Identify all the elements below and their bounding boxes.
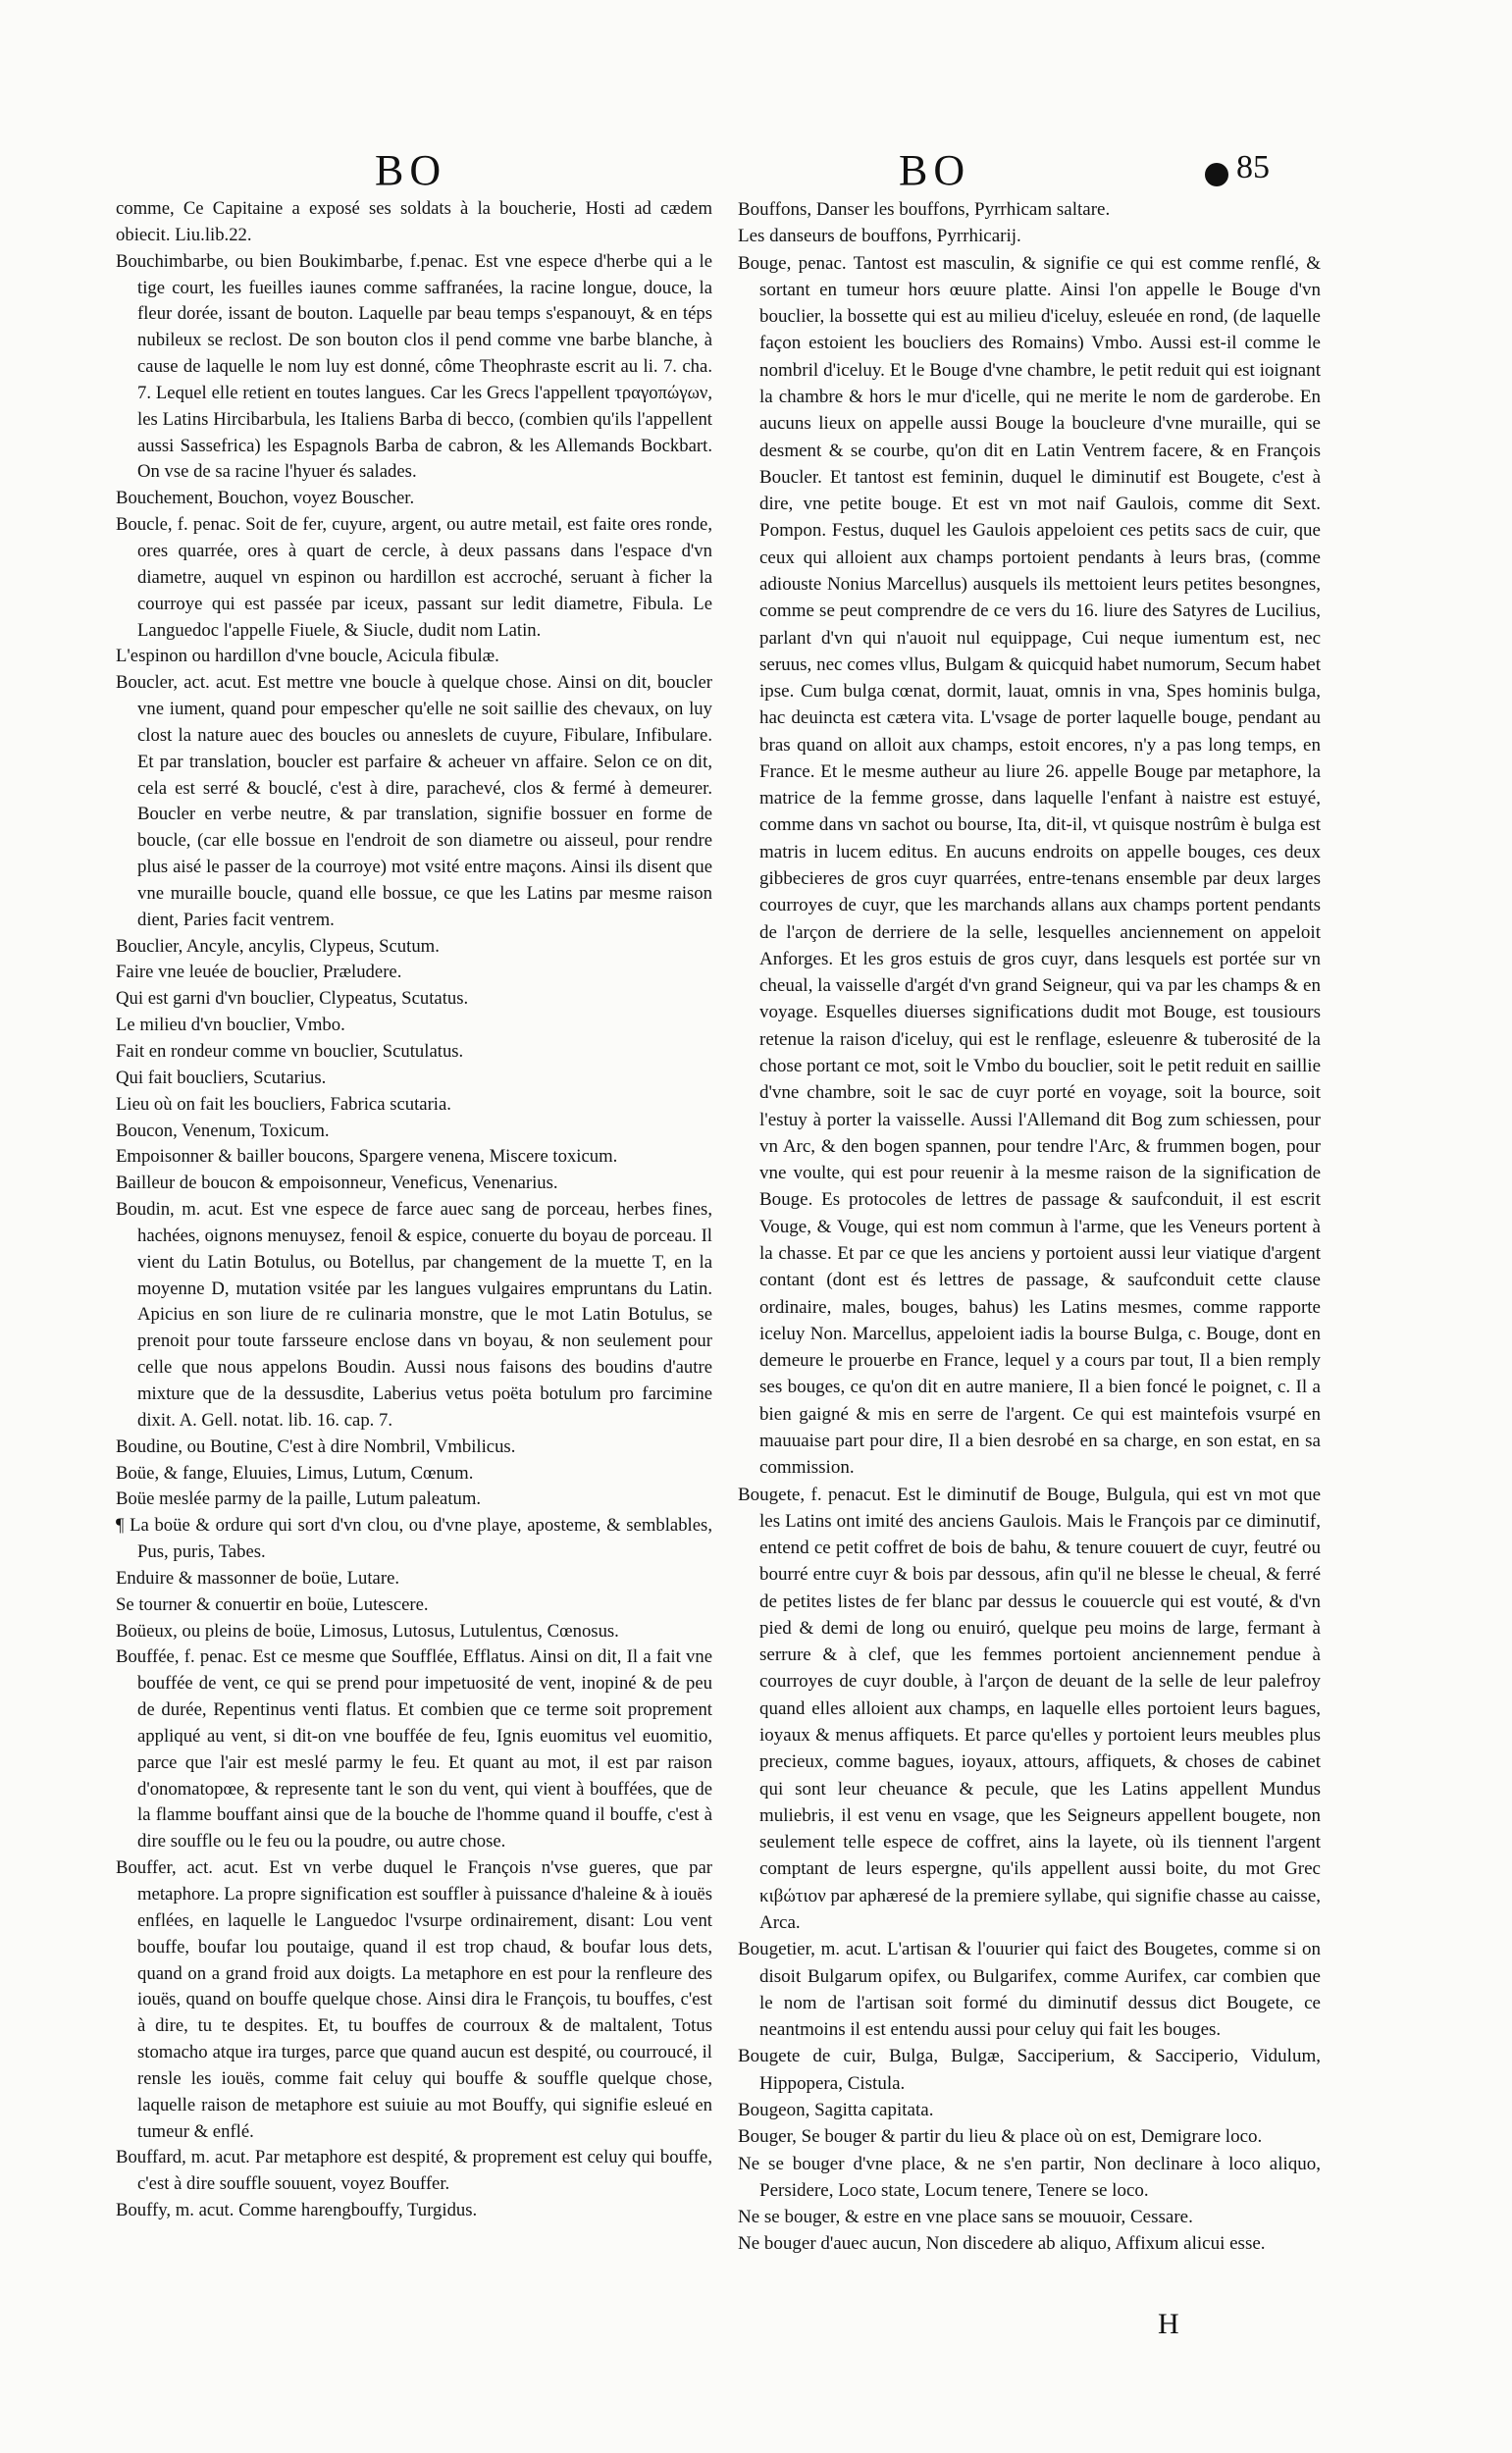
dictionary-entry: Enduire & massonner de boüe, Lutare. xyxy=(116,1567,400,1589)
dictionary-entry: Les danseurs de bouffons, Pyrrhicarij. xyxy=(738,226,1021,247)
dictionary-entry: Boüe meslée parmy de la paille, Lutum paleatum. xyxy=(116,1488,482,1510)
running-head-right: BO xyxy=(899,146,971,194)
dictionary-entry: comme, Ce Capitaine a exposé ses soldats à la boucherie, Hosti ad cædem obiecit. Liu.lib.22. xyxy=(116,198,712,245)
dictionary-entry: Ne se bouger, & estre en vne place sans se mouuoir, Cessare. xyxy=(738,2207,1193,2228)
dictionary-entry: Se tourner & conuertir en boüe, Lutescere. xyxy=(116,1593,429,1615)
dictionary-entry: Bouffons, Danser les bouffons, Pyrrhicam saltare. xyxy=(738,199,1111,220)
dictionary-entry: Boüe, & fange, Eluuies, Limus, Lutum, Cœnum. xyxy=(116,1462,474,1484)
dictionary-entry: ¶ La boüe & ordure qui sort d'vn clou, ou d'vne playe, aposteme, & semblables, Pus, puris, Tabes. xyxy=(116,1515,712,1563)
ornament-dot xyxy=(1205,163,1228,186)
dictionary-entry: Bouclier, Ancyle, ancylis, Clypeus, Scutum. xyxy=(116,935,440,957)
dictionary-entry: Le milieu d'vn bouclier, Vmbo. xyxy=(116,1015,345,1036)
dictionary-entry: Bouffy, m. acut. Comme harengbouffy, Turgidus. xyxy=(116,2200,478,2221)
dictionary-entry: Bougetier, m. acut. L'artisan & l'ouurier qui faict des Bougetes, comme si on disoit Bulgarum opifex, ou Bulgarifex, comme Aurifex, car combien que le nom de l'artisan soit formé du diminutif dessus dict Bougete, ce neantmoins il est entendu aussi pour celuy qui fait les bouges. xyxy=(738,1939,1321,2041)
dictionary-entry: Bouchement, Bouchon, voyez Bouscher. xyxy=(116,488,415,509)
dictionary-entry: Boudine, ou Boutine, C'est à dire Nombril, Vmbilicus. xyxy=(116,1435,516,1457)
dictionary-entry: Bouchimbarbe, ou bien Boukimbarbe, f.penac. Est vne espece d'herbe qui a le tige court, les fueilles iaunes comme saffranées, la racine longue, douce, la fleur dorée, issant de bouton. Laquelle par beau temps s'espanouyt, & en téps nubileux se reclost. De son bouton clos il pend comme vne barbe blanche, à cause de laquelle le nom luy est donné, côme Theophraste escrit au li. 7. cha. 7. Lequel elle retient en toutes langues. Car les Grecs l'appellent τραγοπώγων, les Latins Hircibarbula, les Italiens Barba di becco, (combien qu'ils l'appellent aussi Sassefrica) les Espagnols Barba de cabron, & les Allemands Bockbart. On vse de sa racine l'hyuer és salades. xyxy=(116,250,712,483)
dictionary-entry: Bailleur de boucon & empoisonneur, Veneficus, Venenarius. xyxy=(116,1173,558,1194)
dictionary-entry: Lieu où on fait les boucliers, Fabrica scutaria. xyxy=(116,1093,451,1115)
dictionary-entry: Boudin, m. acut. Est vne espece de farce auec sang de porceau, herbes fines, hachées, oignons menuysez, fenoil & espice, conuerte du boyau de porceau. Il vient du Latin Botulus, ou Botellus, par changement de la muette T, en la moyenne D, mutation vsitée par les langues vulgaires empruntans du Latin. Apicius en son liure de re culinaria monstre, que le mot Latin Botulus, se prenoit pour toute farsseure enclose dans vn boyau, & non seulement pour celle que nous appelons Boudin. Aussi nous faisons des boudins d'autre mixture que de la dessusdite, Laberius vetus poëta botulum pro farcimine dixit. A. Gell. notat. lib. 16. cap. 7. xyxy=(116,1199,712,1431)
dictionary-entry: Bougeon, Sagitta capitata. xyxy=(738,2099,934,2120)
dictionary-entry: Qui fait boucliers, Scutarius. xyxy=(116,1067,327,1088)
dictionary-entry: Bouffée, f. penac. Est ce mesme que Soufflée, Efflatus. Ainsi on dit, Il a fait vne bouffée de vent, ce qui se prend pour impetuosité de vent, inopiné & de peu de durée, Repentinus venti flatus. Et combien que ce terme soit proprement appliqué au vent, si dit-on vne bouffée de feu, Ignis euomitus vel euomitio, parce que l'air est meslé parmy le feu. Et quant au mot, il est par raison d'onomatopœe, & represente tant le son du vent, qui vient à bouffées, que de la flamme bouffant ainsi que de la bouche de l'homme quand il bouffe, c'est à dire souffle ou le feu ou la poudre, ou autre chose. xyxy=(116,1646,712,1853)
dictionary-entry: Bougete, f. penacut. Est le diminutif de Bouge, Bulgula, qui est vn mot que les Latins ont imité des anciens Gaulois. Mais le François par ce diminutif, entend ce petit coffret de bois de bahu, & tenure couuert de cuyr, feutré ou bourré entre cuyr & bois par dessous, afin qu'il ne blesse le cheual, & ferré de petites listes de fer blanc par dessus le couuercle qui est vouté, & d'vn pied & demi de long ou enuiró, quelque peu moins de large, fermant à serrure & à clef, que les femmes portoient anciennement pendue à courroyes de cuyr double, à l'arçon de deuant de la selle de leur palefroy quand elles alloient aux champs, en laquelle elles portoient leurs bagues, ioyaux & menus affiquets. Et parce qu'elles y portoient leurs meubles plus precieux, comme bagues, ioyaux, attours, affiquets, & choses de cabinet qui sont leur cheuance & pecule, que les Latins appellent Mundus muliebris, il est venu en vsage, que les Seigneurs appellent bougete, non seulement telle espece de coffret, ains la layete, où ils tiennent l'argent comptant de leurs espergne, qu'ils appellent aussi boite, du mot Grec κιβώτιον par aphæresé de la premiere syllabe, qui signifie chasse au caisse, Arca. xyxy=(738,1484,1321,1933)
dictionary-entry: Boüeux, ou pleins de boüe, Limosus, Lutosus, Lutulentus, Cœnosus. xyxy=(116,1620,619,1642)
running-head-left: BO xyxy=(375,146,447,194)
dictionary-entry: L'espinon ou hardillon d'vne boucle, Acicula fibulæ. xyxy=(116,646,499,667)
dictionary-entry: Ne bouger d'auec aucun, Non discedere ab aliquo, Affixum alicui esse. xyxy=(738,2233,1266,2255)
dictionary-entry: Fait en rondeur comme vn bouclier, Scutulatus. xyxy=(116,1041,464,1062)
dictionary-entry: Faire vne leuée de bouclier, Præludere. xyxy=(116,962,402,983)
dictionary-entry: Boucon, Venenum, Toxicum. xyxy=(116,1120,330,1141)
dictionary-entry: Empoisonner & bailler boucons, Spargere venena, Miscere toxicum. xyxy=(116,1146,618,1168)
left-column xyxy=(116,196,712,2224)
dictionary-entry: Boucler, act. acut. Est mettre vne boucle à quelque chose. Ainsi on dit, boucler vne iument, quand pour empescher qu'elle ne soit saillie des chevaux, on luy clost la nature auec des boucles ou anneslets de cuyure, Fibulare, Infibulare. Et par translation, boucler est parfaire & acheuer vn affaire. Selon ce on dit, cela est serré & bouclé, c'est à dire, parachevé, clos & fermé à demeurer. Boucler en verbe neutre, & par translation, signifie bossuer en forme de boucle, (car elle bossue en l'endroit de son diametre ou aisseul, pour rendre plus aisé le passer de la courroye) mot vsité entre maçons. Ainsi ils disent que vne muraille boucle, quand elle bossue, ce que les Latins par mesme raison dient, Paries facit ventrem. xyxy=(116,672,712,930)
dictionary-entry: Ne se bouger d'vne place, & ne s'en partir, Non declinare à loco aliquo, Persidere, Loco state, Locum tenere, Tenere se loco. xyxy=(738,2153,1321,2201)
dictionary-entry: Bouge, penac. Tantost est masculin, & signifie ce qui est comme renflé, & sortant en tumeur hors œuure platte. Ainsi l'on appelle le Bouge d'vn bouclier, la bossette qui est au milieu d'iceluy, esleuée en rond, (de laquelle façon estoient les boucliers des Romains) Vmbo. Aussi est-il comme le nombril d'iceluy. Et le Bouge d'vne chambre, le petit reduit qui est ioignant la chambre & hors le mur d'icelle, qui ne merite le nom de garderobe. En aucuns lieux on appelle aussi Bouge la boucleure d'vne muraille, qui se desment & se courbe, qu'on dit en Latin Ventrem facere, & en François Boucler. Et tantost est feminin, duquel le diminutif est Bougete, c'est à dire, vne petite bouge. Et est vn mot naif Gaulois, comme dit Sext. Pompon. Festus, duquel les Gaulois appeloient ces petits sacs de cuir, que ceux qui alloient aux champs portoient pendants à leurs bras, (comme adiouste Nonius Marcellus) ausquels ils mettoient leurs petites besongnes, comme se peut comprendre de ce vers du 16. liure des Satyres de Lucilius, parlant d'vn qui n'auoit nul equippage, Cui neque iumentum est, nec seruus, nec comes vllus, Bulgam & quicquid habet numorum, Secum habet ipse. Cum bulga cœnat, dormit, lauat, omnis in vna, Spes hominis bulga, hac deuincta est cætera vita. L'vsage de porter laquelle bouge, pendant au bras quand on alloit aux champs, estoit encores, n'y a pas long temps, en France. Et le mesme autheur au liure 26. appelle Bouge par metaphore, la matrice de la femme grosse, dans laquelle l'enfant à naistre est estuyé, comme dans vn sachot ou bourse, Ita, dit-il, vt quisque nostrûm è bulga est matris in lucem editus. En aucuns endroits on appelle bouges, ces deux gibbecieres de gros cuyr quarrées, entre-tenans ensemble par deux larges courroyes de cuyr, que les marchands allans aux champs portent pendants de l'arçon de derriere de la selle, lesquelles anciennement on appeloit Anforges. Et les gros estuis de gros cuyr, dans lesquels est portée sur vn cheual, la vaisselle d'argét d'vn grand Seigneur, qui va par les champs & en voyage. Esquelles diuerses significations dudit mot Bouge, est tousiours retenue la raison d'iceluy, qui est le renflage, esleuenre & tuberosité de la chose portant ce mot, soit le Vmbo du bouclier, soit le petit reduit en saillie d'vne chambre, soit le sac de cuyr porté en voyage, soit la bource, soit l'estuy à porter la vaisselle. Aussi l'Allemand dit Bog zum schiessen, pour vn Arc, & den bogen spannen, pour tendre l'Arc, & frummen bogen, pour vne voulte, qui est pour reuenir à la mesme raison de la signification de Bouge. Es protocoles de lettres de passage & saufconduit, il est escrit Vouge, & Vouge, qui est nom commun à l'arme, que les Veneurs portent à la chasse. Et par ce que les anciens y portoient aussi leur viatique d'argent contant (dont est és lettres de passage, & saufconduit cette clause ordinaire, males, bouges, bahus) les Latins mesmes, comme rapporte iceluy Non. Marcellus, appeloient iadis la bourse Bulga, c. Bouge, dont en demeure le prouerbe en France, lequel y a cours par tout, Il a bien remply ses bouges, ce qu'on dit en autre maniere, Il a bien foncé le poignet, c. Il a bien gaigné & mis en serre de l'argent. Ce qui est maintefois vsurpé en mauuaise part pour dire, Il a bien desrobé en sa charge, en son estat, en sa commission. xyxy=(738,252,1321,1479)
dictionary-entry: Bouffer, act. acut. Est vn verbe duquel le François n'vse gueres, que par metaphore. La propre signification est souffler à puissance d'haleine & à iouës enflées, en laquelle le Languedoc l'vsurpe ordinairement, disant: Lou vent bouffe, boufar lou poutaige, quand il est trop chaud, & boufar lous dets, quand on a grand froid aux doigts. La metaphore en est pour la renfleure des iouës, quand on bouffe quelque chose. Ainsi dira le François, tu bouffes, c'est à dire, tu te despites. Et, tu bouffes de courroux & de maltalent, Totus stomacho atque ira turges, parce que quand aucun est despité, ou courroucé, il rensle les iouës, comme fait celuy qui bouffe & souffle quelque chose, laquelle raison de metaphore est suiuie au mot Bouffy, qui signifie esleué en tumeur & enflé. xyxy=(116,1857,712,2142)
page-number: 85 xyxy=(1236,149,1270,185)
dictionary-entry: Bouger, Se bouger & partir du lieu & place où on est, Demigrare loco. xyxy=(738,2126,1263,2148)
dictionary-entry: Bougete de cuir, Bulga, Bulgæ, Sacciperium, & Sacciperio, Vidulum, Hippopera, Cistula. xyxy=(738,2046,1321,2094)
dictionary-entry: Boucle, f. penac. Soit de fer, cuyure, argent, ou autre metail, est faite ores ronde, ores quarrée, ores à quart de cercle, à deux passans dans l'espace d'vn diametre, auquel vn espinon ou hardillon est accroché, seruant à ficher la courroye qui est passée par iceux, passant sur ledit diametre, Fibula. Le Languedoc l'appelle Fiuele, & Siucle, dudit nom Latin. xyxy=(116,514,712,641)
right-column xyxy=(738,196,1321,2258)
dictionary-entry: Qui est garni d'vn bouclier, Clypeatus, Scutatus. xyxy=(116,988,469,1010)
signature-mark: H xyxy=(1158,2308,1179,2340)
dictionary-entry: Bouffard, m. acut. Par metaphore est despité, & proprement est celuy qui bouffe, c'est à dire souffle souuent, voyez Bouffer. xyxy=(116,2147,712,2195)
